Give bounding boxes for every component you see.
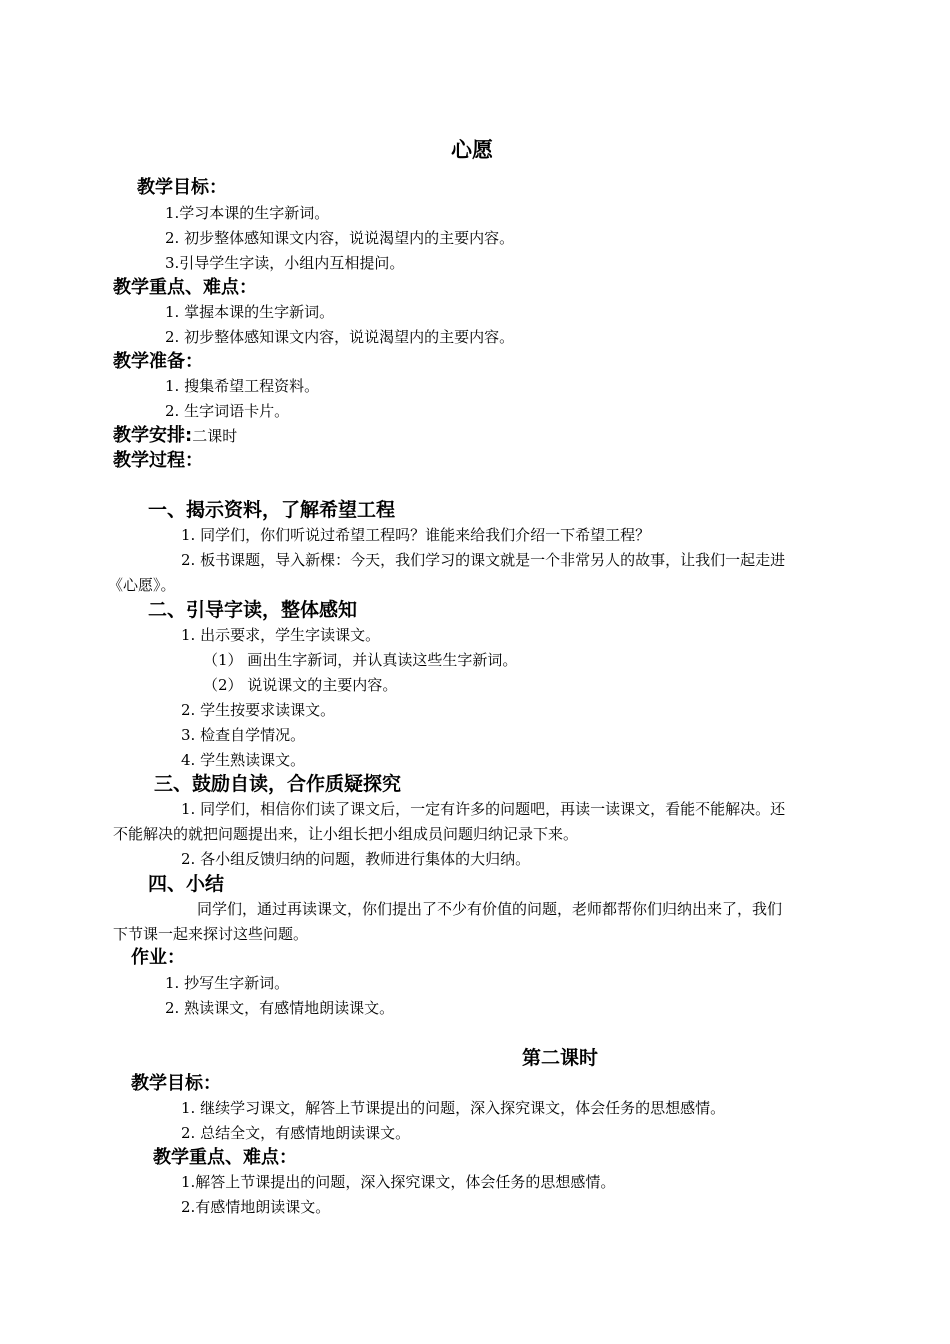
part2-heading: 二、引导字读，整体感知 bbox=[148, 599, 358, 621]
part3-item: 1. 同学们，相信你们读了课文后，一定有许多的问题吧，再读一读课文，看能不能解决。还 bbox=[181, 800, 786, 818]
goal-item: 1.学习本课的生字新词。 bbox=[165, 204, 330, 222]
arrange-heading: 教学安排: bbox=[113, 425, 193, 446]
part2-subitem: （2） 说说课文的主要内容。 bbox=[203, 676, 398, 694]
part4-text: 下节课一起来探讨这些问题。 bbox=[113, 925, 309, 943]
lesson2-goals-heading: 教学目标： bbox=[131, 1073, 221, 1094]
goals-heading: 教学目标： bbox=[137, 177, 227, 198]
prep-item: 1. 搜集希望工程资料。 bbox=[165, 377, 320, 395]
part4-heading: 四、小结 bbox=[148, 873, 225, 895]
part4-text: 同学们，通过再读课文，你们提出了不少有价值的问题，老师都帮你们归纳出来了，我们 bbox=[197, 900, 783, 918]
part1-item: 1. 同学们，你们听说过希望工程吗？谁能来给我们介绍一下希望工程？ bbox=[181, 526, 651, 544]
lesson2-key-item: 2.有感情地朗读课文。 bbox=[181, 1198, 331, 1216]
key-item: 1. 掌握本课的生字新词。 bbox=[165, 303, 335, 321]
prep-heading: 教学准备： bbox=[113, 351, 203, 372]
arrange-value: 二课时 bbox=[192, 427, 238, 445]
part3-item: 不能解决的就把问题提出来，让小组长把小组成员问题归纳记录下来。 bbox=[113, 825, 579, 843]
key-item: 2. 初步整体感知课文内容，说说渴望内的主要内容。 bbox=[165, 328, 515, 346]
part2-item: 4. 学生熟读课文。 bbox=[181, 751, 306, 769]
lesson2-goal-item: 2. 总结全文，有感情地朗读课文。 bbox=[181, 1124, 411, 1142]
homework-heading: 作业： bbox=[131, 947, 185, 968]
lesson2-key-heading: 教学重点、难点： bbox=[153, 1147, 297, 1168]
document-title: 心愿 bbox=[451, 138, 493, 162]
arrange-line bbox=[113, 424, 237, 448]
part1-item: 《心愿》。 bbox=[108, 576, 176, 594]
homework-item: 1. 抄写生字新词。 bbox=[165, 974, 290, 992]
part2-item: 2. 学生按要求读课文。 bbox=[181, 701, 336, 719]
part1-item: 2. 板书课题，导入新棵：今天，我们学习的课文就是一个非常另人的故事，让我们一起走进 bbox=[181, 551, 786, 569]
lesson2-goal-item: 1. 继续学习课文，解答上节课提出的问题，深入探究课文，体会任务的思想感情。 bbox=[181, 1099, 726, 1117]
part2-item: 3. 检查自学情况。 bbox=[181, 726, 306, 744]
process-heading: 教学过程： bbox=[113, 450, 203, 471]
part3-item: 2. 各小组反馈归纳的问题，教师进行集体的大归纳。 bbox=[181, 850, 531, 868]
part2-subitem: （1） 画出生字新词，并认真读这些生字新词。 bbox=[203, 651, 518, 669]
part3-heading: 三、鼓励自读，合作质疑探究 bbox=[154, 773, 402, 795]
prep-item: 2. 生字词语卡片。 bbox=[165, 402, 290, 420]
part1-heading: 一、揭示资料，了解希望工程 bbox=[148, 499, 396, 521]
key-heading: 教学重点、难点： bbox=[113, 277, 257, 298]
goal-item: 3.引导学生字读，小组内互相提问。 bbox=[165, 254, 405, 272]
lesson2-title: 第二课时 bbox=[522, 1047, 599, 1069]
goal-item: 2. 初步整体感知课文内容，说说渴望内的主要内容。 bbox=[165, 229, 515, 247]
homework-item: 2. 熟读课文，有感情地朗读课文。 bbox=[165, 999, 395, 1017]
lesson2-key-item: 1.解答上节课提出的问题，深入探究课文，体会任务的思想感情。 bbox=[181, 1173, 616, 1191]
part2-item: 1. 出示要求，学生字读课文。 bbox=[181, 626, 381, 644]
